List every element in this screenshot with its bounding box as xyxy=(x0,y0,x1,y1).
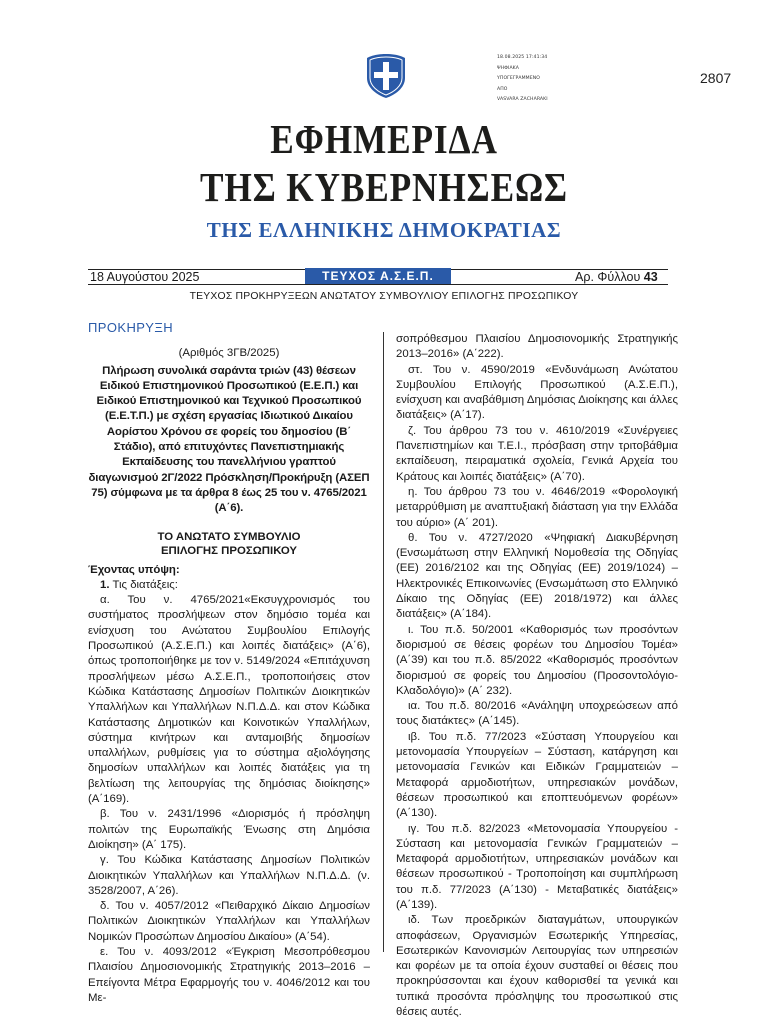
paragraph: ια. Του π.δ. 80/2016 «Ανάληψη υποχρεώσεων από τους διατάκτες» (Α΄145). xyxy=(396,700,678,728)
lead-paragraph: Πλήρωση συνολικά σαράντα τριών (43) θέσεων Ειδικού Επιστημονικού Προσωπικού (Ε.Ε.Π.) και Ειδικού Επιστημονικού και Τεχνικού Προσωπικού (Ε.Ε.Τ.Π.) με σχέση εργασίας Ιδιωτικού Δικαίου Αορίστου Χρόνου σε φορείς του δημοσίου (Β΄ Στάδιο), από επιτυχόντες Πανεπιστημιακής Εκπαίδευσης του πανελλήνιου γραπτού διαγωνισμού 2Γ/2022 Πρόσκληση/Προκήρυξη (ΑΣΕΠ 75) σύμφωνα με τα άρθρα 8 έως 25 του ν. 4765/2021 (Α΄6). xyxy=(88,364,370,515)
page-number: 2807 xyxy=(700,70,732,86)
reference-number: (Αριθμός 3ΓΒ/2025) xyxy=(178,347,280,360)
header-rule-bottom xyxy=(88,284,668,285)
paragraph: η. Του άρθρου 73 του ν. 4646/2019 «Φορολογική μεταρρύθμιση με αναπτυξιακή διάσταση για την Ελλάδα του αύριο» (Α΄ 201). xyxy=(396,485,678,529)
digital-signature-stamp xyxy=(497,53,587,106)
paragraph: ζ. Του άρθρου 73 του ν. 4610/2019 «Συνέργειες Πανεπιστημίων και Τ.Ε.Ι., πρόσβαση στην τριτοβάθμια εκπαίδευση, πειραματικά σχολεία, Γενικά Αρχεία του Κράτους και λοιπές διατάξεις» (Α΄70). xyxy=(396,424,678,483)
paragraph: δ. Του ν. 4057/2012 «Πειθαρχικό Δίκαιο Δημοσίων Πολιτικών Διοικητικών Υπαλλήλων και Υπαλλήλων Νομικών Προσώπων Δημοσίου Δικαίου» (Α΄54). xyxy=(88,900,370,943)
sheet-number xyxy=(575,270,658,284)
provisions-number: 1. xyxy=(100,578,110,591)
signature-line: ΥΠΟΓΕΓΡΑΜΜΕΝΟ xyxy=(497,76,540,82)
paragraph: ιδ. Των προεδρικών διαταγμάτων, υπουργικών αποφάσεων, Οργανισμών Εσωτερικής Υπηρεσίας, Εσωτερικών Κανονισμών Λειτουργίας των υπηρεσιών και φορέων με τα οποία έχουν συσταθεί οι θέσεις που προκηρύσσονται και έχουν καθορισθεί τα γενικά και τυπικά προσόντα πρόσληψης του προσωπικού στις θέσεις αυτές. xyxy=(396,914,678,1019)
masthead-title-line2: ΤΗΣ ΚΥΒΕΡΝΗΣΕΩΣ xyxy=(200,164,568,210)
masthead-subtitle: ΤΗΣ ΕΛΛΗΝΙΚΗΣ ΔΗΜΟΚΡΑΤΙΑΣ xyxy=(206,218,562,242)
paragraph: γ. Του Κώδικα Κατάστασης Δημοσίων Πολιτικών Διοικητικών Υπαλλήλων και Υπαλλήλων Ν.Π.Δ.Δ. (ν. 3528/2007, Α΄26). xyxy=(88,854,370,897)
paragraph-continued: σοπρόθεσμου Πλαισίου Δημοσιονομικής Στρατηγικής 2013–2016» (Α΄222). xyxy=(396,333,678,361)
signature-timestamp: 18.08.2025 17:41:34 xyxy=(497,55,548,60)
paragraph: ε. Του ν. 4093/2012 «Έγκριση Μεσοπρόθεσμου Πλαισίου Δημοσιονομικής Στρατηγικής 2013–2016 – Επείγοντα Μέτρα Εφαρμογής του ν. 4046/2012 και του Με- xyxy=(88,945,370,1004)
column-divider xyxy=(383,332,384,952)
signature-signer: VASVARA ZACHARAKI xyxy=(497,97,548,103)
provisions-intro xyxy=(88,578,370,593)
sheet-number-value: 43 xyxy=(643,270,658,284)
authority-line2: ΕΠΙΛΟΓΗΣ ΠΡΟΣΩΠΙΚΟΥ xyxy=(160,544,298,557)
left-column xyxy=(88,320,370,1006)
paragraph: α. Του ν. 4765/2021«Εκσυγχρονισμός του συστήματος προσλήψεων στον δημόσιο τομέα και ενίσχυση του Ανώτατου Συμβουλίου Επιλογής Προσωπικού (Α.Σ.Ε.Π.) και λοιπές διατάξεις» (Α΄6), όπως τροποποιήθηκε με τον ν. 5149/2024 «Επιτάχυνση προσλήψεων μέσω Α.Σ.Ε.Π., τροποποιήσεις στον Κώδικα Κατάστασης Δημοσίων Πολιτικών Διοικητικών Υπαλλήλων και Υπαλλήλων Ν.Π.Δ.Δ. και στον Κώδικα Κατάστασης Δημοτικών και Κοινοτικών Υπαλλήλων, σύστημα κινήτρων και ανταμοιβής δημοσίων υπαλλήλων, ρυθμίσεις για το σύστημα αξιολόγησης δημοσίων υπαλλήλων και λοιπές διατάξεις για τη βελτίωση της λειτουργίας της δημόσιας διοίκησης» (Α΄169). xyxy=(88,594,370,806)
signature-line: ΨΗΦΙΑΚΑ xyxy=(497,65,520,71)
authority-line1: ΤΟ ΑΝΩΤΑΤΟ ΣΥΜΒΟΥΛΙΟ xyxy=(157,530,301,543)
section-heading: ΠΡΟΚΗΡΥΞΗ xyxy=(88,320,174,335)
right-column xyxy=(396,332,678,1020)
having-regard-label: Έχοντας υπόψη: xyxy=(88,563,180,576)
sheet-label: Αρ. Φύλλου xyxy=(575,270,641,284)
paragraph: β. Του ν. 2431/1996 «Διορισμός ή πρόσληψη πολιτών της Ευρωπαϊκής Ένωσης στη Δημόσια Διοίκηση» (Α΄ 175). xyxy=(88,808,370,851)
paragraph: ιβ. Του π.δ. 77/2023 «Σύσταση Υπουργείου και μετονομασία Υπουργείων – Σύσταση, κατάργηση και μετονομασία Γενικών και Ειδικών Γραμματειών – Μεταφορά αρμοδιοτήτων, υπηρεσιακών μονάδων, θέσεων προσωπικού και εποπτευόμενων φορέων» (Α΄130). xyxy=(396,730,678,820)
paragraph: ι. Του π.δ. 50/2001 «Καθορισμός των προσόντων διορισμού σε θέσεις φορέων του Δημοσίου Τομέα» (Α΄39) και του π.δ. 85/2022 «Καθορισμός προσόντων διορισμού σε φορείς του Δημοσίου (Προσοντολόγιο-Κλαδολόγιο)» (Α΄ 232). xyxy=(396,623,678,697)
provisions-text: Τις διατάξεις: xyxy=(112,578,178,591)
paragraph: ιγ. Του π.δ. 82/2023 «Μετονομασία Υπουργείου - Σύσταση και μετονομασία Γενικών Γραμματειών – Μεταφορά αρμοδιοτήτων, υπηρεσιακών μονάδων και θέσεων προσωπικού - Τροποποίηση και συμπλήρωση του π.δ. 77/2023 (Α΄130) - Μεταβατικές διατάξεις» (Α΄139). xyxy=(396,822,678,911)
series-full-name: ΤΕΥΧΟΣ ΠΡΟΚΗΡΥΞΕΩΝ ΑΝΩΤΑΤΟΥ ΣΥΜΒΟΥΛΙΟΥ ΕΠΙΛΟΓΗΣ ΠΡΟΣΩΠΙΚΟΥ xyxy=(189,291,579,302)
masthead-title-line1: ΕΦΗΜΕΡΙΔΑ xyxy=(270,116,498,162)
paragraph: θ. Του ν. 4727/2020 «Ψηφιακή Διακυβέρνηση (Ενσωμάτωση στην Ελληνική Νομοθεσία της Οδηγίας (ΕΕ) 2016/2102 και της Οδηγίας (ΕΕ) 2019/1024) – Ηλεκτρονικές Επικοινωνίες (Ενσωμάτωση στο Ελληνικό Δίκαιο της Οδηγίας (ΕΕ) 2018/1972) και άλλες διατάξεις» (Α΄184). xyxy=(396,531,678,621)
greek-coat-of-arms-emblem xyxy=(361,50,411,100)
issue-date: 18 Αυγούστου 2025 xyxy=(90,270,200,284)
series-badge: ΤΕΥΧΟΣ Α.Σ.Ε.Π. xyxy=(305,268,451,284)
signature-line: ΑΠΟ xyxy=(497,86,508,92)
paragraph: στ. Του ν. 4590/2019 «Ενδυνάμωση Ανώτατου Συμβουλίου Επιλογής Προσωπικού (Α.Σ.Ε.Π.), ενίσχυση και αναβάθμιση Δημόσιας Διοίκησης και άλλες διατάξεις» (Α΄17). xyxy=(396,363,678,422)
